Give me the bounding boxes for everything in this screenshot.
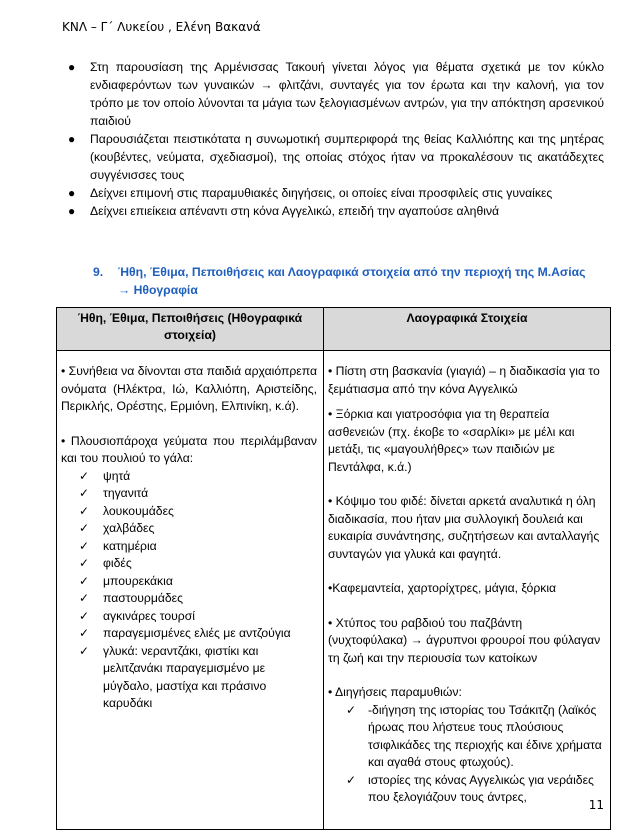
food-item: παραγεμισμένες ελιές με αντζούγια: [103, 626, 291, 640]
food-item: γλυκά: νεραντζάκι, φιστίκι και μελιτζανάκι παραγεμισμένο με μύγδαλο, μαστίχα και πράσινο καρυδάκι: [103, 643, 267, 710]
check-icon: ✓: [79, 591, 90, 605]
list-item: [79, 520, 317, 538]
check-icon: ✓: [79, 573, 90, 588]
list-item: [79, 555, 317, 573]
bullet-icon: ●: [68, 132, 76, 146]
list-item: [79, 538, 317, 556]
folklore-fide-cutting: • Κόψιμο του φιδέ: δίνεται αρκετά αναλυτικά η όλη διαδικασία, που ήταν μια συλλογική δουλειά και ευκαιρία συνάντησης, συζητήσεων και ανταλλαγής συνταγών για γλυκά και φαγητά.: [328, 494, 600, 561]
column-header-folklore: Λαογραφικά Στοιχεία: [324, 308, 611, 351]
folklore-remedies: • Ξόρκια και γιατροσόφια για τη θεραπεία ασθενειών (πχ. έκοβε το «σαρλίκι» με μέλι και μετάξι, τις «μαγουλήθρες» των παιδιών με Πεντάλφα, κ.ά.): [328, 407, 575, 474]
list-item: [64, 184, 604, 202]
food-item: κατημέρια: [103, 538, 157, 553]
list-item: [346, 772, 604, 807]
check-icon: ✓: [79, 538, 90, 553]
tale-item: ιστορίες της κόνας Αγγελικώς για νεράιδες που ξελογιάζουν τους άντρες,: [368, 772, 594, 804]
food-item: φιδές: [103, 556, 132, 570]
bullet-text: Παρουσιάζεται πειστικότατα η συνωμοτική συμπεριφορά της θείας Καλλιόπης και της μητέρας (κουβέντες, νεύματα, σχεδιασμοί), της οποίας στόχος ήταν να προκαλέσουν τις ακατάδεχτες συγγένισσες τους: [90, 132, 604, 182]
list-item: [79, 503, 317, 521]
bullet-icon: ●: [68, 60, 76, 74]
list-item: [64, 202, 604, 220]
folklore-evil-eye: • Πίστη στη βασκανία (γιαγιά) – η διαδικασία για το ξεμάτιασμα από την κόνα Αγγελικώ: [328, 364, 600, 396]
check-icon: ✓: [79, 486, 90, 500]
page-number: 11: [588, 798, 604, 812]
check-icon: ✓: [79, 626, 90, 640]
bullet-text: Στη παρουσίαση της Αρμένισσας Τακουή γίνεται λόγος για θέματα σχετικά με τον κύκλο ενδιαφερόντων των γυναικών → φλιτζάνι, συνταγές για τον έρωτα και την καλονή, για τον τρόπο με τον οποίο λύνονται τα μάγια των ξελογιασμένων αντρών, για την απόκτηση αρσενικού παιδιού: [90, 60, 605, 128]
food-item: αγκινάρες τουρσί: [103, 608, 195, 623]
section-number: 9.: [93, 265, 104, 279]
table-header-row: [57, 308, 611, 351]
check-icon: ✓: [79, 468, 90, 483]
customs-cell: [57, 351, 324, 830]
food-item: τηγανιτά: [103, 486, 149, 500]
list-item: [64, 58, 604, 130]
folklore-cell: [324, 351, 611, 830]
bullet-icon: ●: [68, 186, 76, 200]
food-item: ψητά: [103, 468, 131, 483]
folklore-night-watchman: • Χτύπος του ραβδιού του παζβάντη (νυχτοφύλακα) → άγρυπνοι φρουροί που φύλαγαν τη ζωή και την περιουσία των κατοίκων: [328, 615, 601, 665]
check-icon: ✓: [346, 702, 357, 717]
intro-bullet-list: [64, 58, 604, 220]
tales-checklist: [328, 702, 604, 807]
tale-item: -διήγηση της ιστορίας του Τσάκιτζη (λαϊκός ήρωας που λήστευε τους πλούσιους τσιφλικάδες της περιοχής και έδινε χρήματα και αγαθά στους φτωχούς).: [368, 702, 602, 769]
check-icon: ✓: [79, 608, 90, 623]
food-checklist: [61, 468, 317, 713]
check-icon: ✓: [79, 643, 90, 658]
folklore-tales-heading: • Διηγήσεις παραμυθιών:: [328, 685, 462, 699]
list-item: [79, 573, 317, 591]
food-item: μπουρεκάκια: [103, 573, 173, 588]
list-item: [79, 625, 317, 643]
check-icon: ✓: [79, 556, 90, 570]
list-item: [346, 702, 604, 772]
section-title-line2: → Ηθογραφία: [118, 283, 198, 297]
list-item: [79, 468, 317, 486]
folklore-divination: •Καφεμαντεία, χαρτορίχτρες, μάγια, ξόρκια: [328, 581, 557, 595]
ethnography-table: [56, 307, 611, 830]
list-item: [79, 590, 317, 608]
list-item: [79, 608, 317, 626]
check-icon: ✓: [79, 521, 90, 535]
check-icon: ✓: [346, 772, 357, 787]
list-item: [79, 643, 317, 713]
table-row: [57, 351, 611, 830]
list-item: [64, 130, 604, 184]
food-item: λουκουμάδες: [103, 503, 174, 518]
list-item: [79, 485, 317, 503]
bullet-icon: ●: [68, 204, 76, 218]
section-heading: [93, 263, 613, 299]
customs-names-paragraph: • Συνήθεια να δίνονται στα παιδιά αρχαιόπρεπα ονόματα (Ηλέκτρα, Ιώ, Καλλιόπη, Αριστείδης, Περικλής, Ορέστης, Ερμιόνη, Ελπινίκη, κ.ά).: [61, 364, 317, 413]
column-header-customs: Ήθη, Έθιμα, Πεποιθήσεις (Ηθογραφικά στοιχεία): [57, 308, 324, 351]
customs-meals-paragraph: • Πλουσιοπάροχα γεύματα που περιλάμβαναν και του πουλιού το γάλα:: [61, 433, 317, 465]
food-item: χαλβάδες: [103, 521, 155, 535]
bullet-text: Δείχνει επιμονή στις παραμυθιακές διηγήσεις, οι οποίες είναι προσφιλείς στις γυναίκες: [90, 186, 553, 200]
food-item: παστουρμάδες: [103, 591, 183, 605]
bullet-text: Δείχνει επιείκεια απέναντι στη κόνα Αγγελικώ, επειδή την αγαπούσε αληθινά: [90, 204, 500, 218]
check-icon: ✓: [79, 503, 90, 518]
page-header: ΚΝΛ – Γ΄ Λυκείου , Ελένη Βακανά: [62, 20, 261, 34]
section-title-line1: Ήθη, Έθιμα, Πεποιθήσεις και Λαογραφικά στοιχεία από την περιοχή της Μ.Ασίας: [118, 265, 586, 279]
